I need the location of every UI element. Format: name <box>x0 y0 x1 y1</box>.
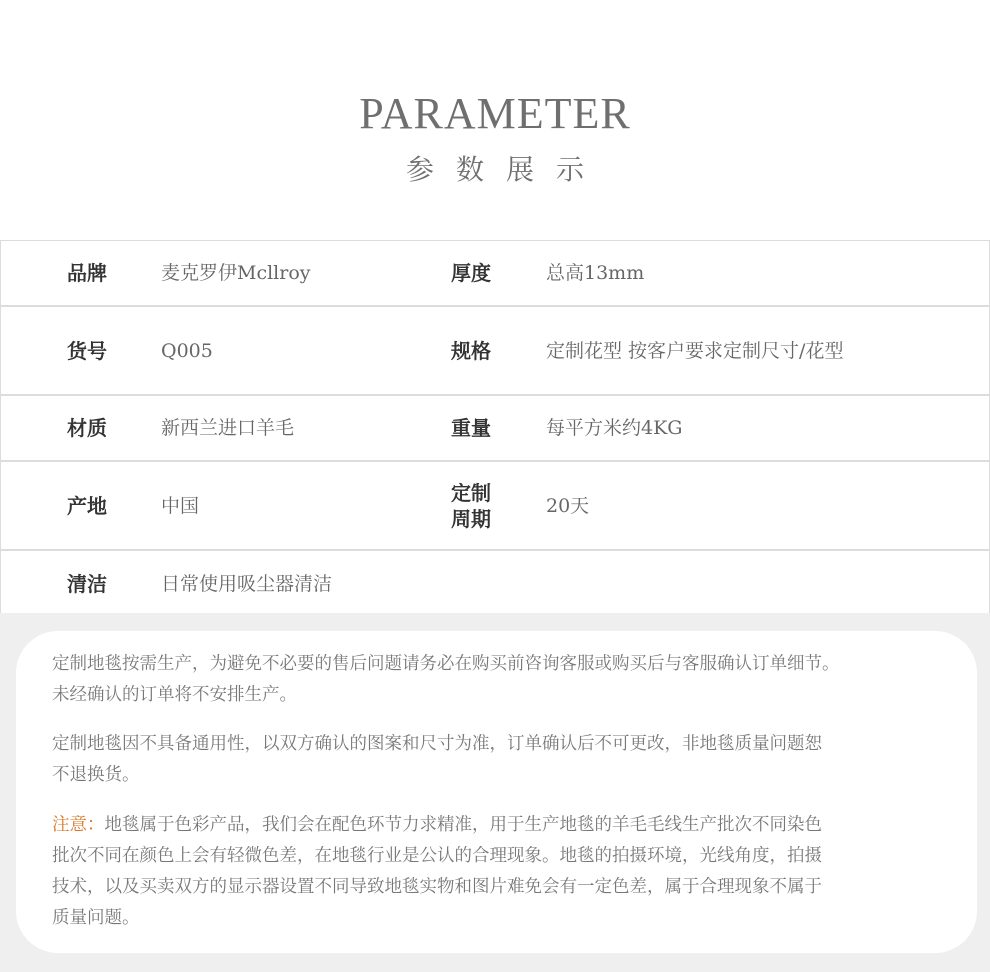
notice-card <box>16 631 977 953</box>
notice-paragraph-1 <box>52 649 952 711</box>
item-no-label: 货号 <box>67 339 107 363</box>
item-no-value: Q005 <box>161 340 213 362</box>
notice-paragraph-2 <box>52 729 952 791</box>
notice-p1-line2: 未经确认的订单将不安排生产。 <box>52 685 297 705</box>
notice-p2-line1: 定制地毯因不具备通用性，以双方确认的图案和尺寸为准，订单确认后不可更改，非地毯质量问题恕 <box>52 734 822 754</box>
notice-p3-line3: 技术，以及买卖双方的显示器设置不同导致地毯实物和图片难免会有一定色差，属于合理现象不属于 <box>52 877 822 897</box>
notice-p3-line1: 地毯属于色彩产品，我们会在配色环节力求精准，用于生产地毯的羊毛毛线生产批次不同染色 <box>104 815 822 835</box>
material-label: 材质 <box>67 416 107 440</box>
notice-p1-line1: 定制地毯按需生产，为避免不必要的售后问题请务必在购买前咨询客服或购买后与客服确认订单细节。 <box>52 654 840 674</box>
attention-label: 注意： <box>52 815 105 835</box>
weight-value: 每平方米约4KG <box>546 417 683 439</box>
cycle-label-line2: 周期 <box>451 507 491 531</box>
title-chinese: 参数展示 <box>405 153 606 186</box>
title-english: PARAMETER <box>359 89 631 138</box>
thickness-value: 总高13mm <box>546 262 645 284</box>
page-header <box>0 0 990 240</box>
cycle-label-line1: 定制 <box>451 481 491 505</box>
origin-label: 产地 <box>67 494 107 518</box>
notice-p2-line2: 不退换货。 <box>52 765 140 785</box>
thickness-label: 厚度 <box>451 261 491 285</box>
cleaning-label: 清洁 <box>67 572 107 596</box>
cleaning-value: 日常使用吸尘器清洁 <box>161 573 333 595</box>
brand-value: 麦克罗伊Mcllroy <box>161 262 311 284</box>
notice-p3-line4: 质量问题。 <box>52 908 140 928</box>
notice-paragraph-3 <box>52 810 952 934</box>
param-row-origin <box>1 462 989 551</box>
param-row-item-no <box>1 307 989 396</box>
material-value: 新西兰进口羊毛 <box>161 417 295 439</box>
origin-value: 中国 <box>161 495 200 517</box>
brand-label: 品牌 <box>67 261 107 285</box>
spec-label: 规格 <box>451 339 491 363</box>
notice-section <box>0 613 990 972</box>
param-row-brand <box>1 241 989 307</box>
parameter-table <box>0 240 990 613</box>
param-row-material <box>1 396 989 462</box>
spec-value: 定制花型 按客户要求定制尺寸/花型 <box>546 340 844 362</box>
notice-p3-line2: 批次不同在颜色上会有轻微色差，在地毯行业是公认的合理现象。地毯的拍摄环境，光线角度，拍摄 <box>52 846 822 866</box>
weight-label: 重量 <box>451 416 491 440</box>
cycle-value: 20天 <box>546 495 590 517</box>
param-row-cleaning <box>1 551 989 613</box>
